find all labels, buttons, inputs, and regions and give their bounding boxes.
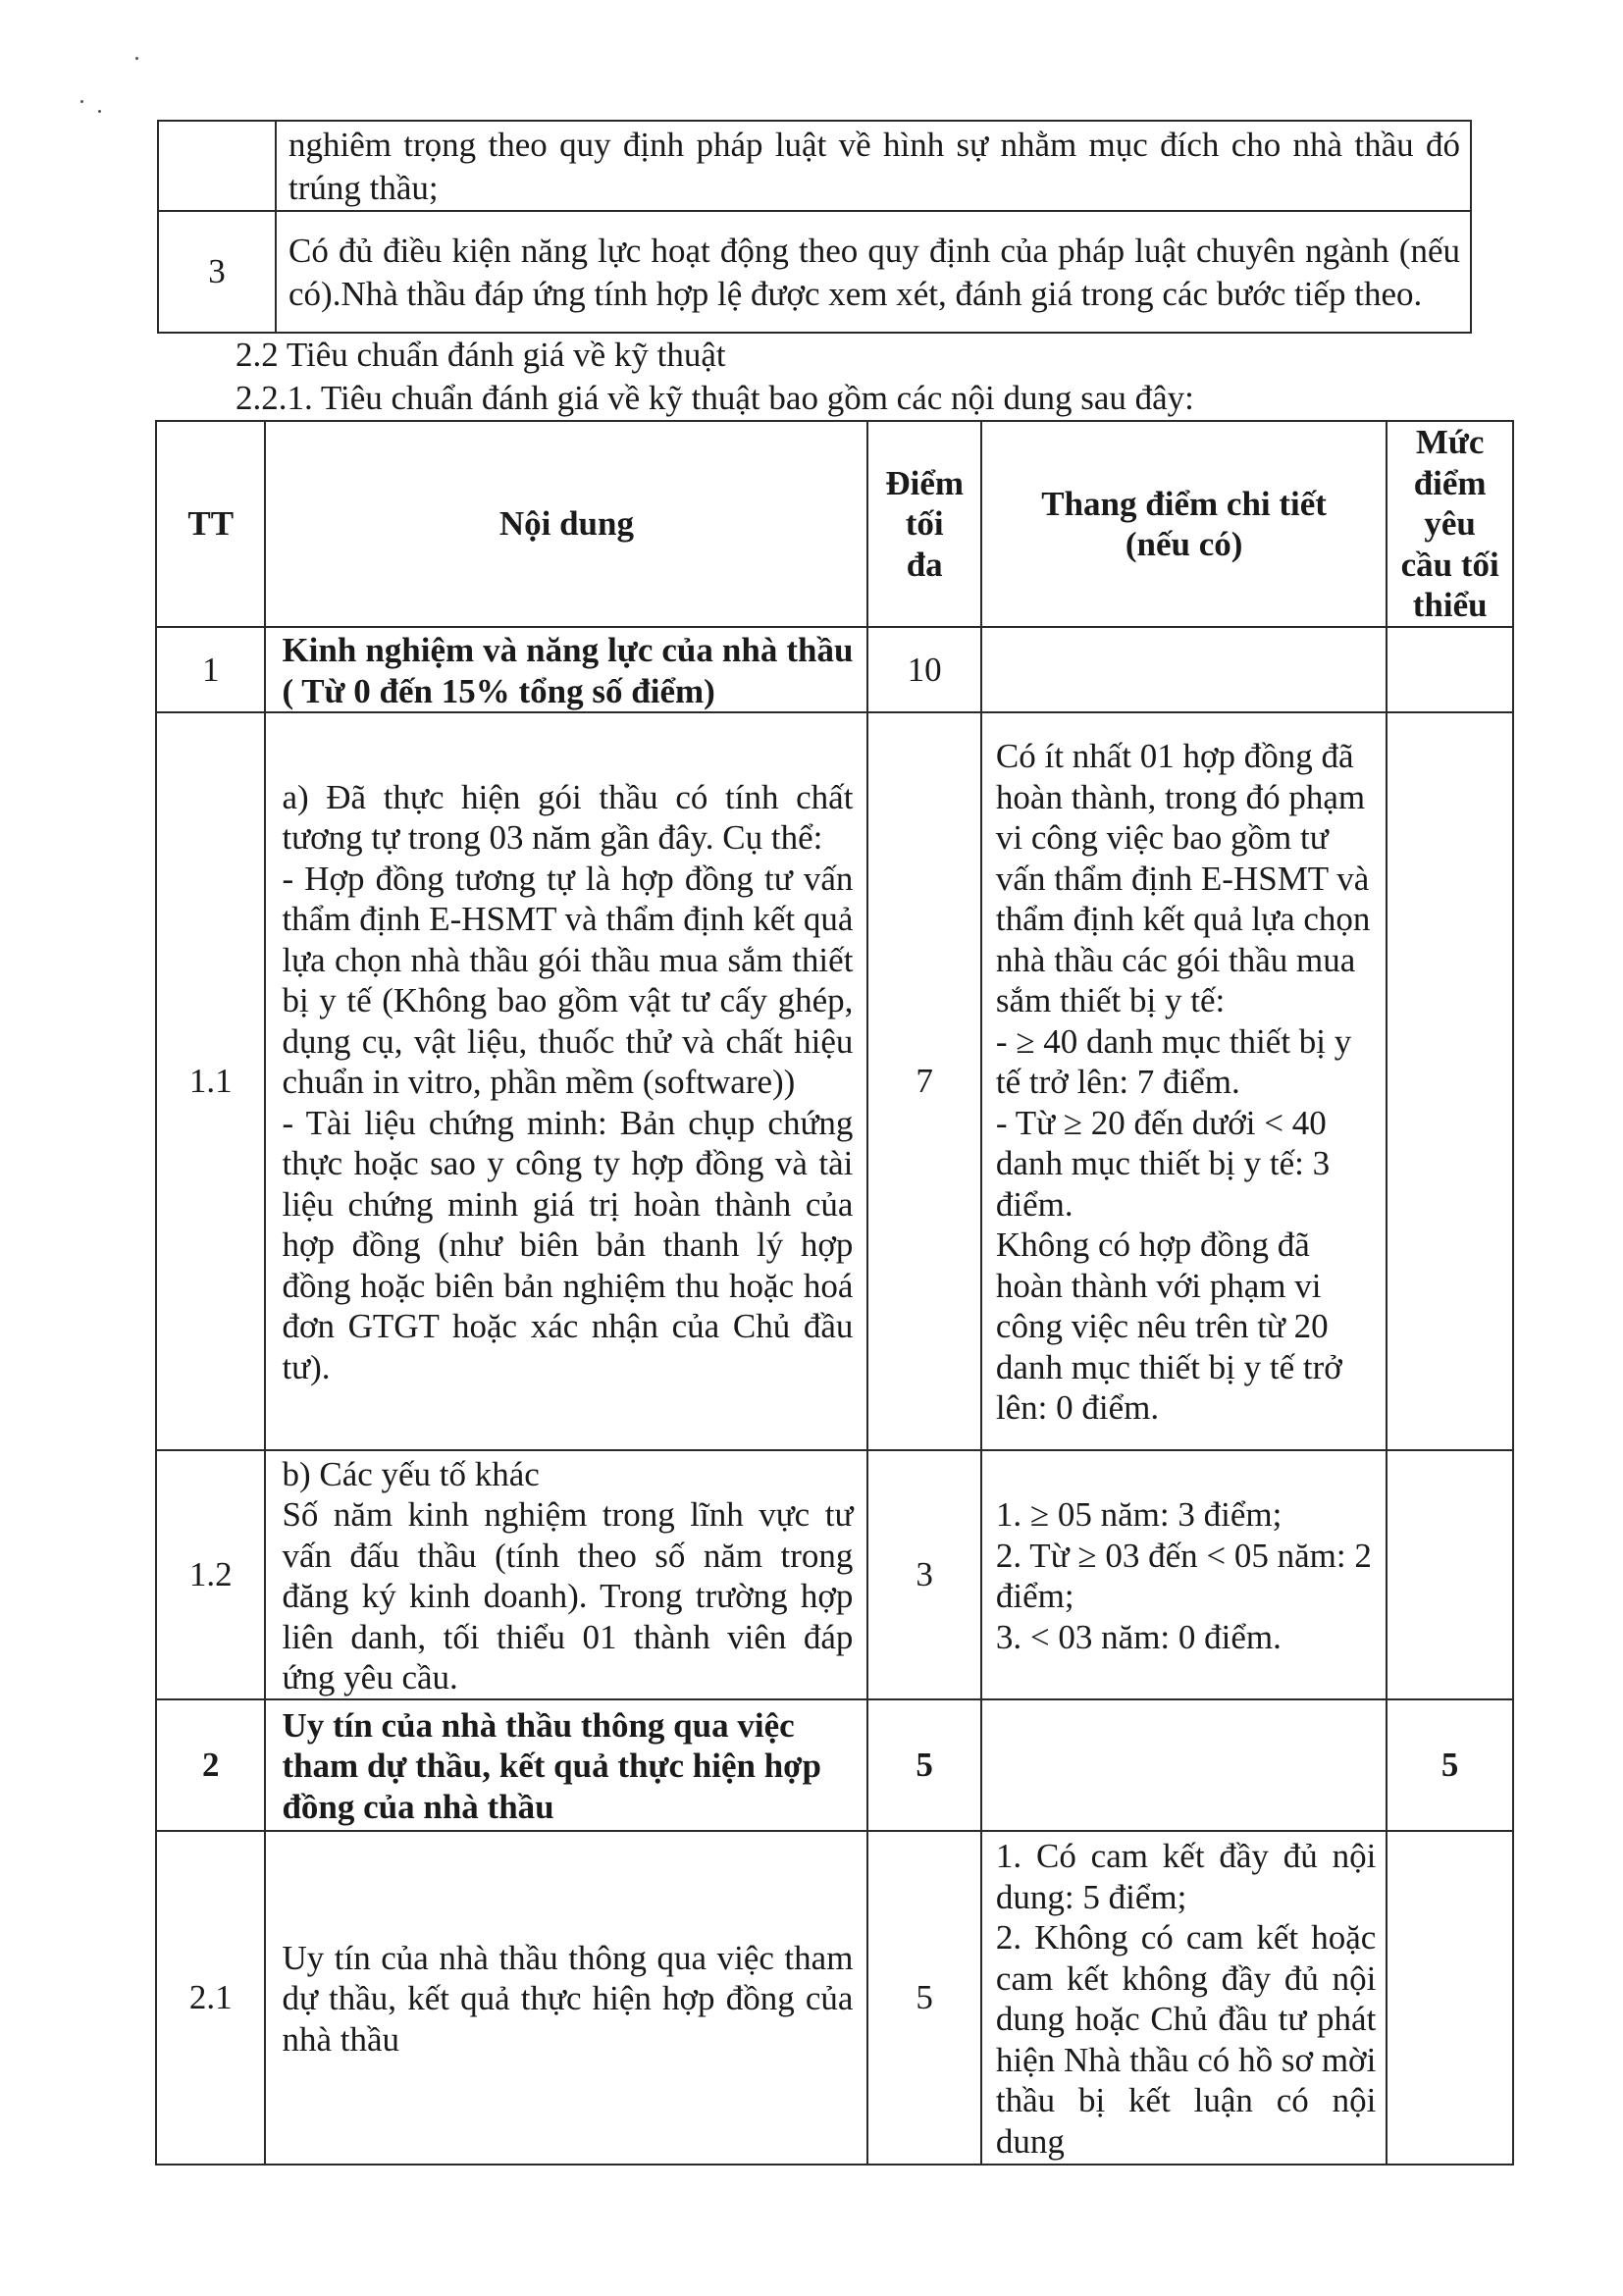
scale-line: Có ít nhất 01 hợp đồng đã hoàn thành, trong đó phạm vi công việc bao gồm tư vấn thẩm định E-HSMT và thẩm định kết quả lựa chọn nhà thầu các gói thầu mua sắm thiết bị y tế: <box>995 737 1371 1020</box>
table-row <box>158 121 1471 211</box>
header-tt: TT <box>156 421 265 627</box>
content-line: a) Đã thực hiện gói thầu có tính chất tương tự trong 03 năm gần đây. Cụ thể: <box>282 777 854 858</box>
header-muc-diem <box>1387 421 1513 627</box>
row-diem: 10 <box>867 627 981 712</box>
technical-criteria-table <box>155 420 1514 2166</box>
row-noi-dung: Uy tín của nhà thầu thông qua việc tham dự thầu, kết quả thực hiện hợp đồng của nhà thầu <box>265 1699 867 1831</box>
row-thang-diem <box>981 1450 1387 1699</box>
eligibility-table <box>157 120 1472 334</box>
row-noi-dung <box>265 1450 867 1699</box>
row-tt: 1 <box>156 627 265 712</box>
row-noi-dung: Kinh nghiệm và năng lực của nhà thầu ( Từ 0 đến 15% tổng số điểm) <box>265 627 867 712</box>
scale-line: 3. < 03 năm: 0 điểm. <box>995 1617 1282 1656</box>
row-noi-dung <box>265 712 867 1450</box>
scale-line: 1. ≥ 05 năm: 3 điểm; <box>995 1495 1283 1534</box>
row-number <box>158 121 276 211</box>
header-line: (nếu có) <box>1125 525 1243 563</box>
table-row <box>156 1450 1513 1699</box>
scan-speck <box>98 110 101 113</box>
row-text: nghiêm trọng theo quy định pháp luật về hình sự nhằm mục đích cho nhà thầu đó trúng thầu; <box>276 121 1471 211</box>
table-row <box>156 712 1513 1450</box>
row-min <box>1387 712 1513 1450</box>
scale-line: - Từ ≥ 20 đến dưới < 40 danh mục thiết bị y tế: 3 điểm. <box>995 1103 1331 1224</box>
header-line: đa <box>906 545 943 584</box>
header-line: Điểm <box>885 463 965 502</box>
scale-line: 2. Không có cam kết hoặc cam kết không đầy đủ nội dung hoặc Chủ đầu tư phát hiện Nhà thầu có hồ sơ mời thầu bị kết luận có nội dung <box>995 1918 1377 2161</box>
header-noi-dung: Nội dung <box>265 421 867 627</box>
row-noi-dung: Uy tín của nhà thầu thông qua việc tham dự thầu, kết quả thực hiện hợp đồng của nhà thầu <box>265 1831 867 2165</box>
row-min <box>1387 627 1513 712</box>
content-line: b) Các yếu tố khác <box>282 1454 540 1493</box>
row-thang-diem <box>981 627 1387 712</box>
row-min <box>1387 1450 1513 1699</box>
scale-line: - ≥ 40 danh mục thiết bị y tế trở lên: 7 điểm. <box>995 1021 1352 1102</box>
row-number: 3 <box>158 211 276 333</box>
row-tt: 2 <box>156 1699 265 1831</box>
scale-line: 1. Có cam kết đầy đủ nội dung: 5 điểm; <box>995 1837 1377 1916</box>
row-thang-diem <box>981 1699 1387 1831</box>
header-line: Mức <box>1415 423 1485 462</box>
header-line: yêu <box>1424 504 1476 544</box>
table-header-row <box>156 421 1513 627</box>
scan-speck <box>80 100 83 103</box>
section-heading: 2.2 Tiêu chuẩn đánh giá về kỹ thuật <box>236 336 726 374</box>
subsection-heading: 2.2.1. Tiêu chuẩn đánh giá về kỹ thuật bao gồm các nội dung sau đây: <box>236 379 1194 417</box>
row-diem: 5 <box>867 1699 981 1831</box>
scale-line: 2. Từ ≥ 03 đến < 05 năm: 2 điểm; <box>995 1536 1372 1615</box>
table-row <box>156 1831 1513 2165</box>
header-line: thiểu <box>1412 586 1488 625</box>
content-line: - Tài liệu chứng minh: Bản chụp chứng thực hoặc sao y công ty hợp đồng và tài liệu chứng minh giá trị hoàn thành của hợp đồng (như biên bản thanh lý hợp đồng hoặc biên bản nghiệm thu hoặc hoá đơn GTGT hoặc xác nhận của Chủ đầu tư). <box>282 1103 854 1386</box>
header-thang-diem <box>981 421 1387 627</box>
row-thang-diem <box>981 712 1387 1450</box>
table-row <box>156 1699 1513 1831</box>
header-line: điểm <box>1413 463 1487 502</box>
header-line: Thang điểm chi tiết <box>1041 484 1327 523</box>
row-diem: 3 <box>867 1450 981 1699</box>
row-thang-diem <box>981 1831 1387 2165</box>
row-min <box>1387 1831 1513 2165</box>
table-row <box>156 627 1513 712</box>
row-diem: 5 <box>867 1831 981 2165</box>
header-diem-toi-da <box>867 421 981 627</box>
header-line: cầu tối <box>1400 545 1499 584</box>
scan-speck <box>135 57 138 60</box>
row-diem: 7 <box>867 712 981 1450</box>
content-line: Số năm kinh nghiệm trong lĩnh vực tư vấn đấu thầu (tính theo số năm trong đăng ký kinh doanh). Trong trường hợp liên danh, tối thiểu 01 thành viên đáp ứng yêu cầu. <box>282 1495 854 1696</box>
row-tt: 2.1 <box>156 1831 265 2165</box>
row-text: Có đủ điều kiện năng lực hoạt động theo quy định của pháp luật chuyên ngành (nếu có).Nhà thầu đáp ứng tính hợp lệ được xem xét, đánh giá trong các bước tiếp theo. <box>276 211 1471 333</box>
row-min: 5 <box>1387 1699 1513 1831</box>
header-line: tối <box>905 504 944 544</box>
content-line: - Hợp đồng tương tự là hợp đồng tư vấn thẩm định E-HSMT và thẩm định kết quả lựa chọn nhà thầu gói thầu mua sắm thiết bị y tế (Không bao gồm vật tư cấy ghép, dụng cụ, vật liệu, thuốc thử và chất hiệu chuẩn in vitro, phần mềm (software)) <box>282 859 854 1102</box>
row-tt: 1.2 <box>156 1450 265 1699</box>
row-tt: 1.1 <box>156 712 265 1450</box>
table-row <box>158 211 1471 333</box>
scale-line: Không có hợp đồng đã hoàn thành với phạm vi công việc nêu trên từ 20 danh mục thiết bị y tế trở lên: 0 điểm. <box>995 1226 1342 1428</box>
